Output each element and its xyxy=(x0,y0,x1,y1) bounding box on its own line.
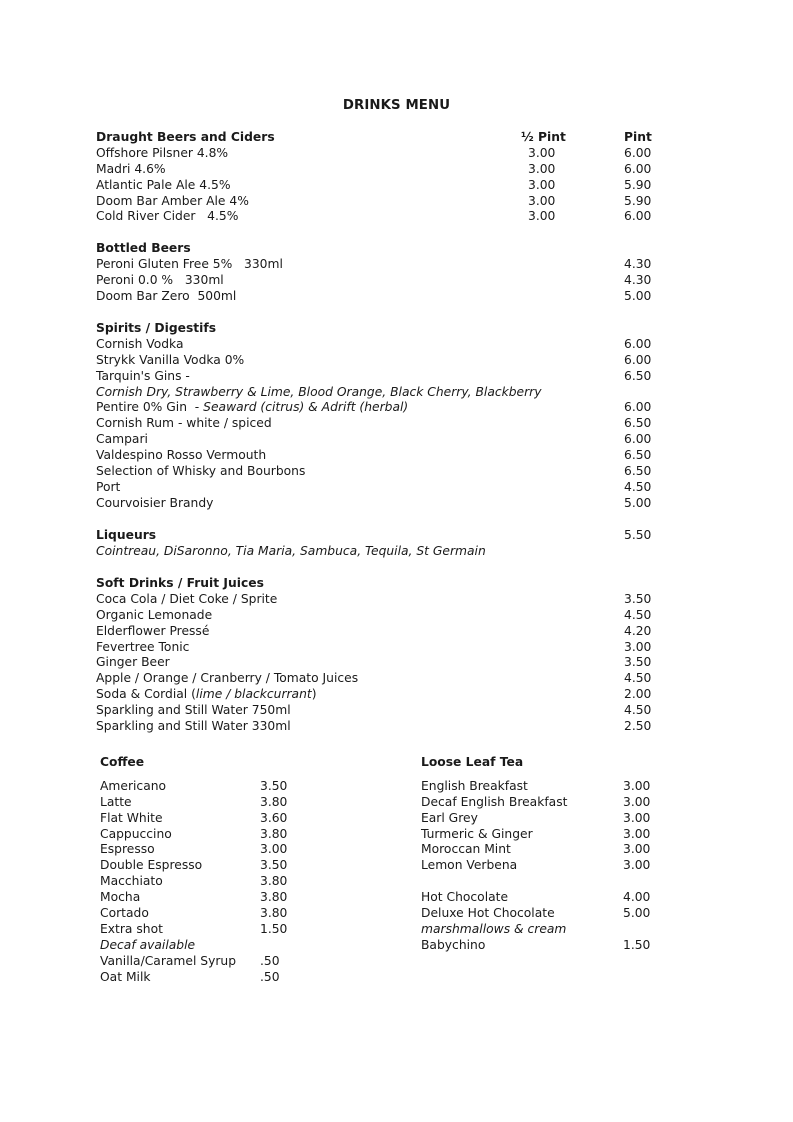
item-name: Cold River Cider 4.5% xyxy=(96,209,239,224)
item-name: Vanilla/Caramel Syrup xyxy=(100,953,237,968)
soft-drinks-heading: Soft Drinks / Fruit Juices xyxy=(96,576,264,590)
item-name: Atlantic Pale Ale 4.5% xyxy=(96,177,231,192)
item-price: 4.30 xyxy=(624,272,652,287)
item-name: Moroccan Mint xyxy=(421,842,511,857)
item-name: Espresso xyxy=(100,842,155,857)
item-price: 2.50 xyxy=(624,719,652,734)
item-name: Organic Lemonade xyxy=(96,607,213,622)
draught-item xyxy=(96,146,656,162)
tea-item xyxy=(421,779,681,795)
item-name: Oat Milk xyxy=(100,969,151,984)
item-price: 3.00 xyxy=(623,842,651,857)
item-price: 3.50 xyxy=(624,591,652,606)
draught-item xyxy=(96,178,656,194)
item-name: Earl Grey xyxy=(421,810,478,825)
item-name: Tarquin's Gins - xyxy=(96,368,190,383)
item-name: Cornish Rum - white / spiced xyxy=(96,416,272,431)
tea-item xyxy=(421,811,681,827)
coffee-item xyxy=(100,858,340,874)
soft-drinks-section xyxy=(96,576,656,735)
tea-item xyxy=(421,842,681,858)
item-name: Mocha xyxy=(100,890,141,905)
item-price: 3.80 xyxy=(260,826,288,841)
decaf-note: Decaf available xyxy=(100,937,196,952)
item-name: Latte xyxy=(100,794,132,809)
bottled-item xyxy=(96,289,656,305)
item-price: 2.00 xyxy=(624,687,652,702)
item-price: 3.80 xyxy=(260,906,288,921)
spirits-item xyxy=(96,480,656,496)
item-name: Americano xyxy=(100,778,167,793)
item-price: 3.00 xyxy=(623,794,651,809)
spirits-item xyxy=(96,496,656,512)
bottled-item xyxy=(96,257,656,273)
draught-header-row xyxy=(96,130,656,146)
coffee-item xyxy=(100,827,340,843)
item-name: Hot Chocolate xyxy=(421,890,509,905)
item-name: Peroni 0.0 % 330ml xyxy=(96,272,224,287)
item-price: 3.60 xyxy=(260,810,288,825)
spirits-section xyxy=(96,321,656,512)
item-price: 3.80 xyxy=(260,874,288,889)
item-price: 3.00 xyxy=(260,842,288,857)
spirits-item xyxy=(96,369,656,385)
spirits-item xyxy=(96,337,656,353)
item-name: Cappuccino xyxy=(100,826,172,841)
pentire-varieties: Seaward (citrus) & Adrift (herbal) xyxy=(203,400,409,415)
pint-price: 6.00 xyxy=(624,209,652,224)
pint-label: Pint xyxy=(624,130,652,144)
soft-item xyxy=(96,592,656,608)
item-name: Coca Cola / Diet Coke / Sprite xyxy=(96,591,278,606)
tea-item xyxy=(421,938,681,954)
item-name: Port xyxy=(96,479,121,494)
half-price: 3.00 xyxy=(528,145,556,160)
pint-price: 5.90 xyxy=(624,193,652,208)
tea-item xyxy=(421,906,681,922)
coffee-item xyxy=(100,811,340,827)
item-name: Flat White xyxy=(100,810,163,825)
coffee-item xyxy=(100,842,340,858)
item-name: Double Espresso xyxy=(100,858,203,873)
item-price: .50 xyxy=(260,953,280,968)
item-price: 4.30 xyxy=(624,256,652,271)
item-name: Strykk Vanilla Vodka 0% xyxy=(96,352,245,367)
bottled-item xyxy=(96,273,656,289)
coffee-item xyxy=(100,779,340,795)
cordial-pre: Soda & Cordial ( xyxy=(96,687,196,702)
item-price: 4.20 xyxy=(624,623,652,638)
tea-item xyxy=(421,890,681,906)
gin-varieties: Cornish Dry, Strawberry & Lime, Blood Orange, Black Cherry, Blackberry xyxy=(96,384,542,399)
item-price: 3.00 xyxy=(624,639,652,654)
spirits-heading: Spirits / Digestifs xyxy=(96,321,217,335)
half-price: 3.00 xyxy=(528,177,556,192)
soft-item xyxy=(96,655,656,671)
item-name: Peroni Gluten Free 5% 330ml xyxy=(96,256,283,271)
pint-price: 6.00 xyxy=(624,145,652,160)
item-name: Cornish Vodka xyxy=(96,336,184,351)
item-name: Offshore Pilsner 4.8% xyxy=(96,145,229,160)
half-pint-label: ½ Pint xyxy=(521,130,566,144)
item-price: 6.50 xyxy=(624,368,652,383)
item-name: Apple / Orange / Cranberry / Tomato Juices xyxy=(96,671,359,686)
pentire-name: Pentire 0% Gin - xyxy=(96,400,204,415)
item-price: 4.50 xyxy=(624,607,652,622)
soft-item xyxy=(96,687,656,703)
item-price: .50 xyxy=(260,969,280,984)
item-price: 6.50 xyxy=(624,416,652,431)
item-name: Madri 4.6% xyxy=(96,161,166,176)
draught-item xyxy=(96,162,656,178)
spirits-item xyxy=(96,448,656,464)
item-price: 5.00 xyxy=(624,288,652,303)
item-price: 1.50 xyxy=(623,937,651,952)
item-price: 3.80 xyxy=(260,890,288,905)
item-name: English Breakfast xyxy=(421,778,528,793)
soft-item xyxy=(96,624,656,640)
item-name: Decaf English Breakfast xyxy=(421,794,568,809)
item-price: 5.00 xyxy=(623,906,651,921)
spacer xyxy=(421,874,681,890)
pint-price: 5.90 xyxy=(624,177,652,192)
item-price: 5.00 xyxy=(624,495,652,510)
item-price: 3.00 xyxy=(623,810,651,825)
item-price: 4.50 xyxy=(624,703,652,718)
item-price: 3.00 xyxy=(623,858,651,873)
item-price: 3.00 xyxy=(623,826,651,841)
liqueurs-heading: Liqueurs xyxy=(96,528,157,542)
item-price: 6.00 xyxy=(624,432,652,447)
coffee-item xyxy=(100,922,340,938)
coffee-item xyxy=(100,906,340,922)
item-name: Babychino xyxy=(421,937,486,952)
tea-item xyxy=(421,858,681,874)
coffee-item xyxy=(100,954,340,970)
soft-item xyxy=(96,640,656,656)
item-name: Elderflower Pressé xyxy=(96,623,210,638)
item-price: 3.00 xyxy=(623,778,651,793)
item-price: 4.50 xyxy=(624,671,652,686)
item-price: 6.50 xyxy=(624,448,652,463)
draught-item xyxy=(96,209,656,225)
coffee-heading: Coffee xyxy=(100,755,145,769)
tea-heading: Loose Leaf Tea xyxy=(421,755,524,769)
half-price: 3.00 xyxy=(528,161,556,176)
item-price: 4.50 xyxy=(624,479,652,494)
item-name: Sparkling and Still Water 750ml xyxy=(96,703,291,718)
item-price: 3.50 xyxy=(260,778,288,793)
item-price: 4.00 xyxy=(623,890,651,905)
half-price: 3.00 xyxy=(528,209,556,224)
item-name: Courvoisier Brandy xyxy=(96,495,214,510)
item-name: Doom Bar Zero 500ml xyxy=(96,288,237,303)
tea-section xyxy=(421,755,681,954)
item-price: 3.50 xyxy=(260,858,288,873)
coffee-item xyxy=(100,874,340,890)
item-price: 1.50 xyxy=(260,921,288,936)
liqueurs-section xyxy=(96,528,656,560)
soft-item xyxy=(96,703,656,719)
tea-item xyxy=(421,827,681,843)
spirits-item xyxy=(96,432,656,448)
item-price: 6.00 xyxy=(624,352,652,367)
draught-heading: Draught Beers and Ciders xyxy=(96,130,275,144)
coffee-item xyxy=(100,970,340,986)
draught-item xyxy=(96,194,656,210)
spirits-item xyxy=(96,400,656,416)
soft-item xyxy=(96,608,656,624)
item-name: Selection of Whisky and Bourbons xyxy=(96,464,306,479)
item-name: Doom Bar Amber Ale 4% xyxy=(96,193,249,208)
item-name: Deluxe Hot Chocolate xyxy=(421,906,555,921)
item-price: 6.50 xyxy=(624,464,652,479)
liqueurs-list: Cointreau, DiSaronno, Tia Maria, Sambuca, Tequila, St Germain xyxy=(96,543,486,558)
item-name: Turmeric & Ginger xyxy=(421,826,533,841)
pint-price: 6.00 xyxy=(624,161,652,176)
tea-item xyxy=(421,795,681,811)
half-price: 3.00 xyxy=(528,193,556,208)
item-name: Extra shot xyxy=(100,921,163,936)
cordial-flavours: lime / blackcurrant xyxy=(195,687,312,702)
item-name: Campari xyxy=(96,432,148,447)
item-name: Sparkling and Still Water 330ml xyxy=(96,719,291,734)
spirits-item xyxy=(96,416,656,432)
item-name: Valdespino Rosso Vermouth xyxy=(96,448,267,463)
coffee-item xyxy=(100,890,340,906)
item-price: 3.50 xyxy=(624,655,652,670)
menu-title: DRINKS MENU xyxy=(342,98,451,113)
item-name: Macchiato xyxy=(100,874,163,889)
coffee-item xyxy=(100,795,340,811)
item-name: Ginger Beer xyxy=(96,655,170,670)
item-price: 6.00 xyxy=(624,400,652,415)
bottled-section xyxy=(96,241,656,305)
item-name: Lemon Verbena xyxy=(421,858,518,873)
marshmallow-note: marshmallows & cream xyxy=(421,921,567,936)
item-price: 6.00 xyxy=(624,336,652,351)
gin-varieties-row xyxy=(96,385,656,401)
spirits-item xyxy=(96,464,656,480)
coffee-section xyxy=(100,755,340,985)
soft-item xyxy=(96,719,656,735)
item-price: 3.80 xyxy=(260,794,288,809)
bottled-heading: Bottled Beers xyxy=(96,241,191,255)
item-name: Fevertree Tonic xyxy=(96,639,190,654)
spirits-item xyxy=(96,353,656,369)
cordial-post: ) xyxy=(311,687,317,702)
soft-item xyxy=(96,671,656,687)
item-name: Cortado xyxy=(100,906,149,921)
liqueurs-price: 5.50 xyxy=(624,528,652,542)
draught-section xyxy=(96,130,656,225)
